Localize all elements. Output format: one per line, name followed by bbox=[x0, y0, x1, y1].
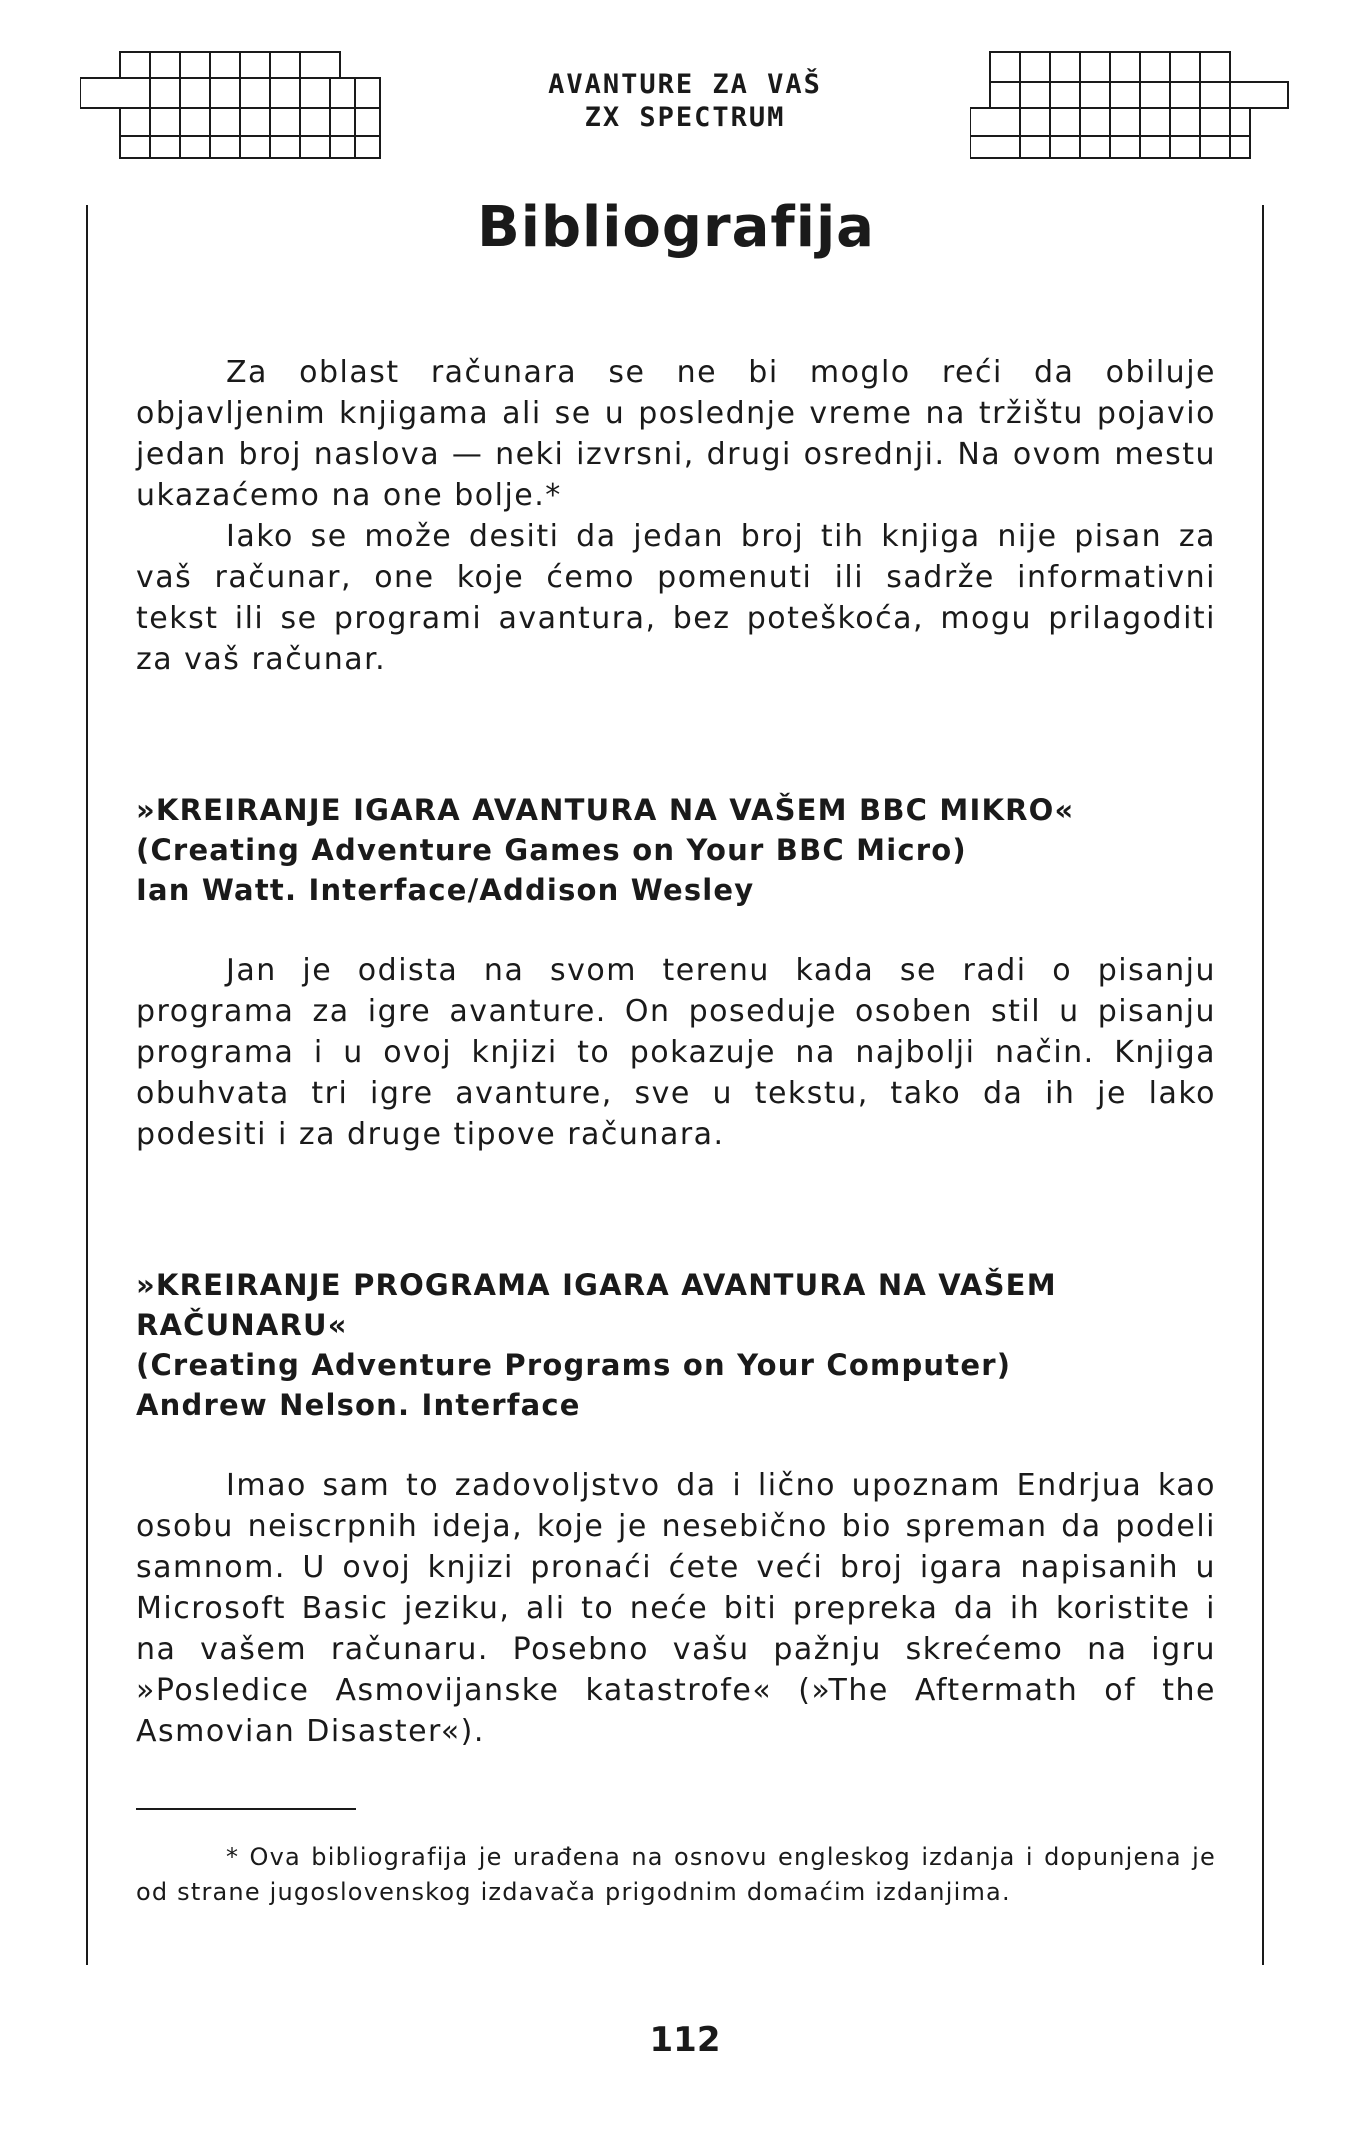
book-author: Andrew Nelson. Interface bbox=[136, 1388, 581, 1422]
book-original-title: (Creating Adventure Programs on Your Computer) bbox=[136, 1348, 1012, 1382]
intro-paragraph-2: Iako se može desiti da jedan broj tih knjiga nije pisan za vaš računar, one koje ćemo pomenuti ili sadrže informativni tekst ili se programi avantura, bez poteškoća, mogu prilagoditi za vaš računar. bbox=[136, 519, 1216, 677]
book-author: Ian Watt. Interface/Addison Wesley bbox=[136, 873, 755, 907]
header-grid-ornament-left bbox=[80, 50, 420, 160]
book-description: Imao sam to zadovoljstvo da i lično upoznam Endrjua kao osobu neiscrpnih ideja, koje je nesebično bio spreman da podeli samnom. U ovoj knjizi pronaći ćete veći broj igara napisanih u Microsoft Basic jeziku, ali to neće biti prepreka da ih koristite i na vašem računaru. Posebno vašu pažnju skrećemo na igru »Posledice Asmovijanske katastrofe« (»The Aftermath of the Asmovian Disaster«). bbox=[136, 1468, 1216, 1749]
book-original-title: (Creating Adventure Games on Your BBC Micro) bbox=[136, 833, 967, 867]
page-content bbox=[136, 195, 1216, 1910]
footnote-separator bbox=[136, 1808, 356, 1810]
book-description: Jan je odista na svom terenu kada se radi o pisanju programa za igre avanture. On poseduje osoben stil u pisanju programa i u ovoj knjizi to pokazuje na najbolji način. Knjiga obuhvata tri igre avanture, sve u tekstu, tako da ih je lako podesiti i za druge tipove računara. bbox=[136, 953, 1216, 1152]
book-title-continued: RAČUNARU« bbox=[136, 1308, 348, 1342]
book-heading bbox=[136, 790, 1216, 910]
right-margin-rule bbox=[1262, 205, 1264, 1965]
page-title: Bibliografija bbox=[477, 195, 875, 260]
footnote: * Ova bibliografija je urađena na osnovu engleskog izdanja i dopunjena je od strane jugoslovenskog izdavača prigodnim domaćim izdanjima. bbox=[136, 1843, 1216, 1906]
header-grid-ornament-right bbox=[970, 50, 1290, 160]
book-entry-1 bbox=[136, 790, 1216, 1155]
header-title-line2: ZX SPECTRUM bbox=[584, 102, 786, 133]
header-title bbox=[460, 68, 910, 134]
intro-paragraph-1: Za oblast računara se ne bi moglo reći da obiluje objavljenim knjigama ali se u poslednje vreme na tržištu pojavio jedan broj naslova — neki izvrsni, drugi osrednji. Na ovom mestu ukazaćemo na one bolje.* bbox=[136, 355, 1216, 513]
book-title: »KREIRANJE PROGRAMA IGARA AVANTURA NA VAŠEM bbox=[136, 1268, 1057, 1302]
page-number: 112 bbox=[649, 2020, 721, 2060]
book-title: »KREIRANJE IGARA AVANTURA NA VAŠEM BBC MIKRO« bbox=[136, 793, 1075, 827]
left-margin-rule bbox=[86, 205, 88, 1965]
book-entry-2 bbox=[136, 1265, 1216, 1752]
book-heading bbox=[136, 1265, 1216, 1425]
header-title-line1: AVANTURE ZA VAŠ bbox=[548, 69, 822, 100]
running-header bbox=[80, 50, 1290, 160]
